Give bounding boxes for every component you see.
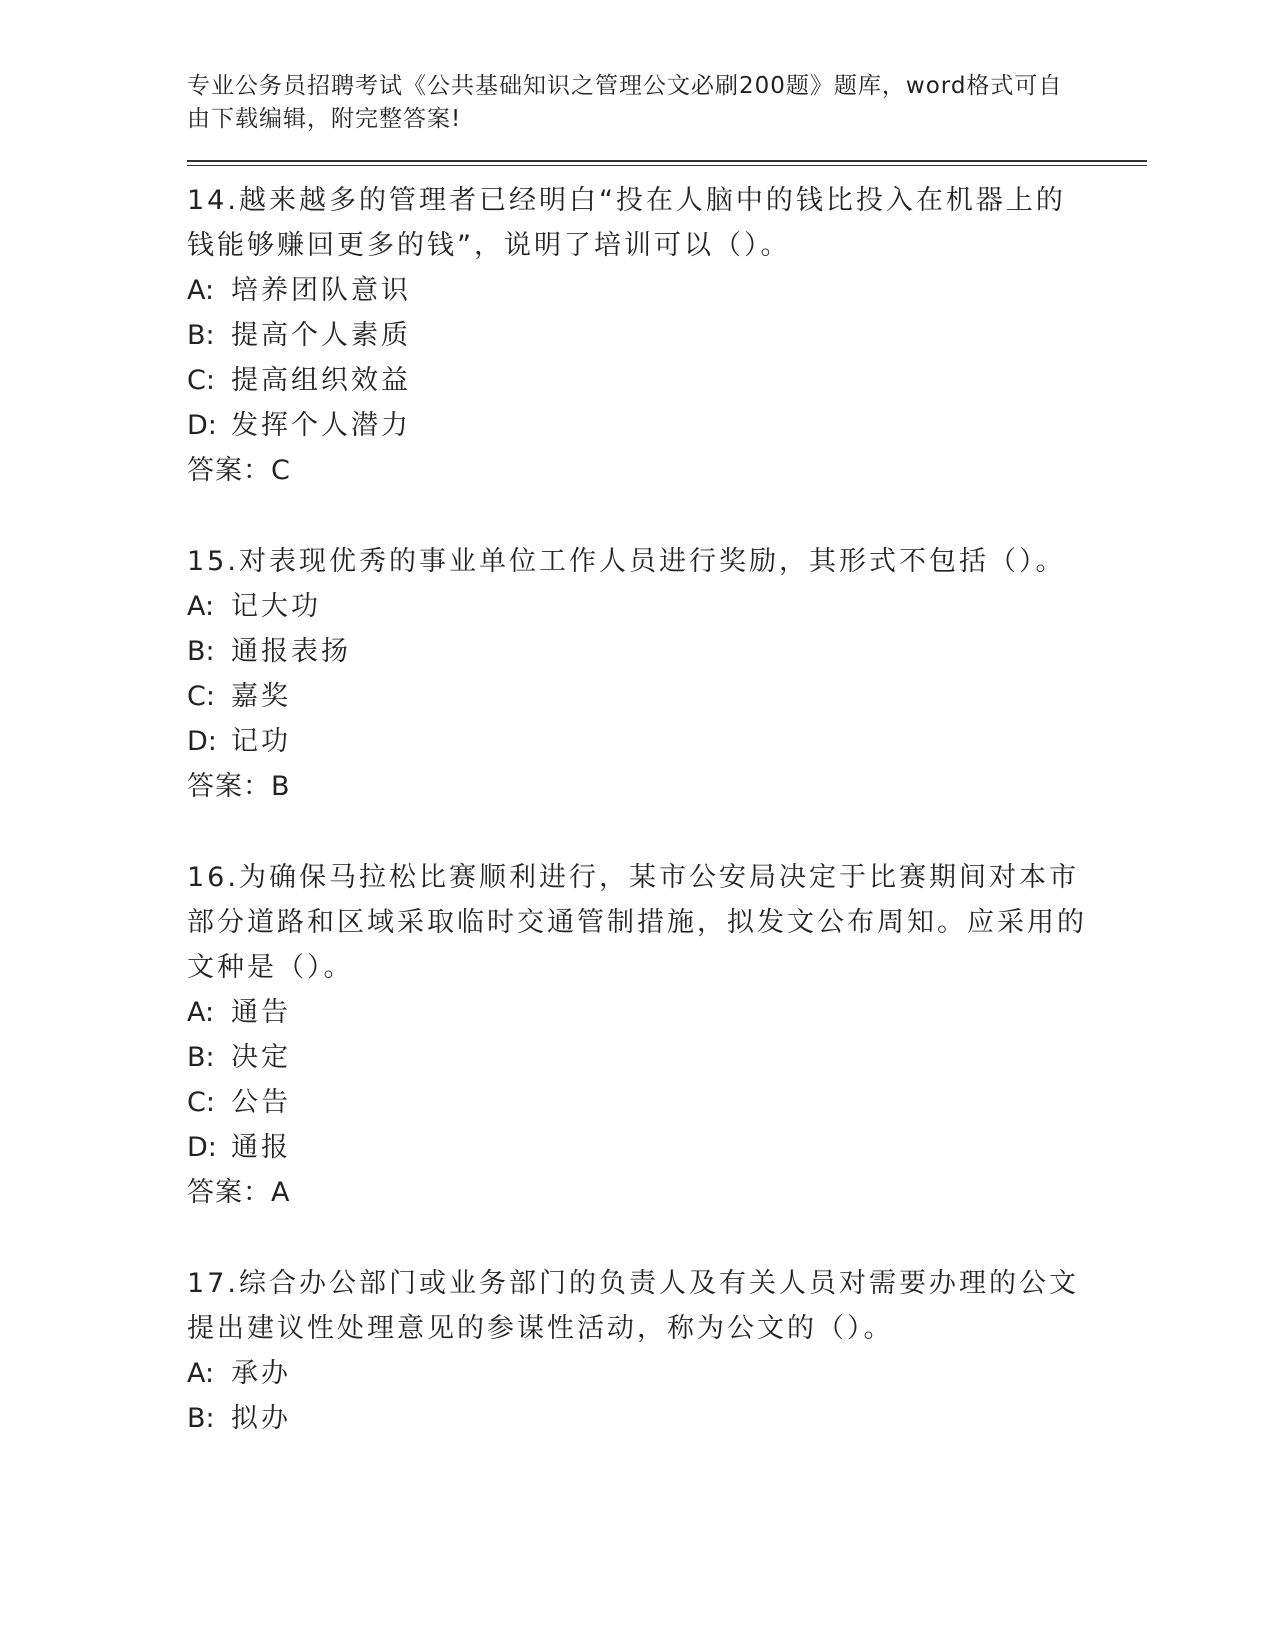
question-spacer	[187, 1215, 1147, 1261]
question-spacer	[187, 493, 1147, 539]
option-b	[187, 1035, 1147, 1080]
option-c	[187, 1080, 1147, 1125]
answer-line: 答案：A	[187, 1177, 291, 1208]
option-c	[187, 358, 1147, 403]
question-14	[187, 178, 1147, 493]
option-letter: B:	[187, 320, 215, 351]
question-stem: 15.对表现优秀的事业单位工作人员进行奖励，其形式不包括（）。	[187, 546, 1066, 577]
option-letter: C:	[187, 681, 215, 712]
option-text: 拟办	[231, 1403, 291, 1434]
option-text: 嘉奖	[231, 681, 291, 712]
question-stem: 16.为确保马拉松比赛顺利进行，某市公安局决定于比赛期间对本市部分道路和区域采取临时交通管制措施，拟发文公布周知。应采用的文种是（）。	[187, 862, 1087, 983]
option-text: 记大功	[231, 591, 321, 622]
option-letter: A:	[187, 1358, 215, 1389]
option-letter: B:	[187, 1403, 215, 1434]
option-text: 决定	[231, 1042, 291, 1073]
option-text: 提高组织效益	[231, 365, 411, 396]
header-divider	[187, 160, 1147, 166]
option-text: 发挥个人潜力	[231, 410, 411, 441]
answer-line: 答案：C	[187, 455, 291, 486]
option-text: 公告	[231, 1087, 291, 1118]
question-stem: 14.越来越多的管理者已经明白“投在人脑中的钱比投入在机器上的钱能够赚回更多的钱”，说明了培训可以（）。	[187, 185, 1066, 261]
option-text: 提高个人素质	[231, 320, 411, 351]
option-d	[187, 1125, 1147, 1170]
option-a	[187, 990, 1147, 1035]
question-16	[187, 855, 1147, 1215]
option-letter: C:	[187, 365, 215, 396]
option-c	[187, 674, 1147, 719]
option-letter: D:	[187, 410, 217, 441]
option-text: 承办	[231, 1358, 291, 1389]
question-17	[187, 1261, 1147, 1441]
answer-line: 答案：B	[187, 771, 291, 802]
option-d	[187, 719, 1147, 764]
option-b	[187, 629, 1147, 674]
option-letter: A:	[187, 591, 215, 622]
option-letter: B:	[187, 1042, 215, 1073]
option-letter: D:	[187, 1132, 217, 1163]
option-letter: A:	[187, 275, 215, 306]
question-15	[187, 539, 1147, 809]
option-letter: B:	[187, 636, 215, 667]
option-text: 记功	[231, 726, 291, 757]
option-text: 通报	[231, 1132, 291, 1163]
option-d	[187, 403, 1147, 448]
option-letter: C:	[187, 1087, 215, 1118]
question-spacer	[187, 809, 1147, 855]
question-stem: 17.综合办公部门或业务部门的负责人及有关人员对需要办理的公文提出建议性处理意见的参谋性活动，称为公文的（）。	[187, 1268, 1079, 1344]
option-a	[187, 268, 1147, 313]
option-letter: A:	[187, 997, 215, 1028]
option-text: 通告	[231, 997, 291, 1028]
option-text: 培养团队意识	[231, 275, 411, 306]
option-a	[187, 1351, 1147, 1396]
option-text: 通报表扬	[231, 636, 351, 667]
option-b	[187, 1396, 1147, 1441]
document-page	[187, 70, 1147, 1441]
document-header: 专业公务员招聘考试《公共基础知识之管理公文必刷200题》题库，word格式可自由下载编辑，附完整答案!	[187, 73, 1063, 132]
option-a	[187, 584, 1147, 629]
option-b	[187, 313, 1147, 358]
option-letter: D:	[187, 726, 217, 757]
